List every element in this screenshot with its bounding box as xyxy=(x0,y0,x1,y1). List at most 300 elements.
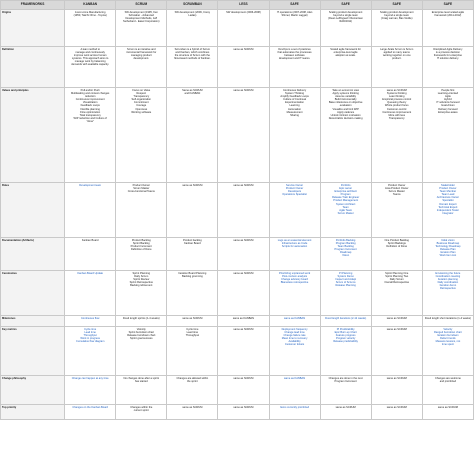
table-cell[interactable] xyxy=(269,316,320,327)
cell-text-line: Prioritizing unplanned work xyxy=(278,272,311,275)
cell-text-line: Development team xyxy=(79,184,102,187)
cell-text-line: Measurement xyxy=(286,110,303,114)
table-cell[interactable] xyxy=(371,405,422,420)
cell-text-line: Measure lessons, not xyxy=(435,340,461,344)
cell-text-line: Enterprise level scaled agile xyxy=(431,11,465,14)
cell-text-line: manage and continuously xyxy=(75,51,105,55)
cell-text-line: Kanban Board xyxy=(184,242,201,246)
table-cell[interactable] xyxy=(422,405,473,420)
table-cell[interactable] xyxy=(65,47,116,88)
table-cell[interactable] xyxy=(371,88,422,183)
cell-text-line: between software xyxy=(284,54,305,58)
cell-text-line: Fixed length short iterations (1-4 weeks) xyxy=(424,317,471,320)
table-cell[interactable] xyxy=(218,327,269,376)
column-header[interactable]: SAFE xyxy=(320,1,371,10)
table-cell[interactable] xyxy=(65,271,116,316)
cell-text-line: improve work across human xyxy=(73,54,107,58)
table-cell[interactable] xyxy=(371,183,422,238)
table-cell[interactable] xyxy=(167,405,218,420)
cell-text-line: Lean thinking xyxy=(389,95,405,99)
cell-text-line: Envisioning the future xyxy=(435,272,461,275)
cell-text-line: Hybrid xyxy=(444,98,452,102)
cell-text-line: IT operations (2007-2008, Alan xyxy=(276,11,313,14)
row-header[interactable]: Milestones xyxy=(1,316,65,327)
cell-text-line: Definition of Done xyxy=(130,248,152,252)
cell-text-line: working together on one xyxy=(382,54,411,58)
cell-text-line: PI Predictability xyxy=(336,328,355,331)
cell-text-line: Items currently prioritized xyxy=(280,406,310,409)
table-cell[interactable] xyxy=(371,10,422,47)
cell-text-line: Continuous flow xyxy=(80,317,100,320)
cell-text-line: Sutherland - Easel Corporation) xyxy=(123,20,160,24)
table-cell[interactable] xyxy=(269,405,320,420)
cell-text-line: same as SCRUM xyxy=(233,328,254,331)
cell-text-line: Queueing theory xyxy=(387,101,407,105)
table-cell[interactable] xyxy=(116,183,167,238)
table-cell[interactable] xyxy=(269,238,320,271)
cell-text-line: "done" xyxy=(86,119,94,123)
table-cell[interactable] xyxy=(320,316,371,327)
cell-text-line: manage work by balancing xyxy=(74,60,106,64)
cell-text-line: Sprint Review xyxy=(133,278,150,282)
cell-text-line: Sprint Planning Two xyxy=(385,275,409,279)
table-cell[interactable] xyxy=(218,271,269,316)
table-cell[interactable] xyxy=(320,376,371,405)
cell-text-line: Commitment xyxy=(133,101,149,105)
cell-text-line: Infrastructure as Code xyxy=(281,242,308,246)
table-cell[interactable] xyxy=(167,47,218,88)
cell-text-line: demands with available capacity. xyxy=(71,63,110,67)
table-cell[interactable] xyxy=(422,271,473,316)
table-cell[interactable] xyxy=(371,271,422,316)
cell-text-line: Daily Scrum xyxy=(134,275,149,279)
table-cell[interactable] xyxy=(218,238,269,271)
cell-text-line: Self-organization xyxy=(131,98,151,102)
cell-text-line: evaluation xyxy=(339,104,352,108)
table-cell[interactable] xyxy=(218,405,269,420)
cell-text-line: Enterprise aware xyxy=(438,110,458,114)
table-cell[interactable] xyxy=(218,316,269,327)
cell-text-line: Change lead time xyxy=(284,331,305,335)
cell-text-line: Portfolio Backlog xyxy=(335,239,356,242)
cell-text-line: Ranged burndown chart xyxy=(434,331,462,335)
table-cell[interactable] xyxy=(320,183,371,238)
cell-text-line: (Dean Leffingwell / Reinertsen xyxy=(328,17,363,21)
cell-text-line: Visualization xyxy=(82,101,98,105)
cell-text-line: One Product Backlog xyxy=(384,239,409,242)
cell-text-line: Sprint burndown chart xyxy=(128,331,154,335)
cell-text-line: the sprint xyxy=(187,380,198,384)
cell-text-line: Agile Team xyxy=(339,208,353,212)
cell-text-line: same as SCRUM xyxy=(386,89,407,92)
cell-text-line: Release predictability xyxy=(333,340,358,344)
cell-text-line: same as SCRUM xyxy=(437,406,458,409)
cell-text-line: adoption at scale. xyxy=(335,54,356,58)
cell-text-line: Iteration demo xyxy=(439,284,457,288)
cell-text-line: Pull and/or Push xyxy=(80,89,100,92)
table-cell[interactable] xyxy=(167,271,218,316)
table-cell[interactable] xyxy=(422,327,473,376)
cell-text-line: Scrum of Scrums xyxy=(335,281,356,285)
cell-text-line: Fixed length iterations (2-12 weeks) xyxy=(325,317,367,320)
cell-text-line: IT solution delivery. xyxy=(436,57,459,61)
cell-text-line: that automates the processes xyxy=(277,51,312,55)
header-row xyxy=(1,1,474,10)
cell-text-line: Automation xyxy=(287,107,302,111)
table-cell[interactable] xyxy=(218,47,269,88)
table-cell[interactable] xyxy=(167,183,218,238)
table-cell[interactable] xyxy=(320,405,371,420)
cell-text-line: Velocity xyxy=(443,328,453,331)
cell-text-line: same as SCRUM xyxy=(386,377,407,380)
cell-text-line: Culture of Continual xyxy=(283,98,307,102)
cell-text-line: Velocity xyxy=(136,328,146,331)
table-cell[interactable] xyxy=(116,327,167,376)
table-row xyxy=(1,316,474,327)
cell-text-line: Product Increment xyxy=(130,245,152,249)
cell-text-line: Sprint goal success xyxy=(130,337,153,341)
table-cell[interactable] xyxy=(371,316,422,327)
cell-text-line: Customer tickets xyxy=(284,343,305,347)
table-row xyxy=(1,88,474,183)
cell-text-line: applied to many teams xyxy=(383,51,410,55)
cell-text-line: same as SCRUM xyxy=(233,272,254,275)
column-header[interactable]: SCRUM xyxy=(116,1,167,10)
table-row xyxy=(1,10,474,47)
cell-text-line: SW development (1995, Ken xyxy=(124,11,158,14)
cell-text-line: Release Planning xyxy=(335,284,356,288)
cell-text-line: reduction xyxy=(84,95,96,99)
cell-text-line: Domain Expert xyxy=(439,202,457,206)
column-header[interactable]: SAFE xyxy=(371,1,422,10)
cell-text-line: Change failure rate xyxy=(283,334,306,338)
cell-text-line: framework (2011-2012) xyxy=(434,14,462,18)
cell-text-line: Availability xyxy=(288,340,301,344)
table-cell[interactable] xyxy=(65,238,116,271)
cell-text-line: Portfolio xyxy=(340,184,351,187)
cell-text-line: Scrum Master xyxy=(133,187,150,191)
cell-text-line: Continuous improvement xyxy=(382,110,412,114)
table-cell[interactable] xyxy=(116,271,167,316)
table-cell[interactable] xyxy=(269,183,320,238)
table-cell[interactable] xyxy=(65,10,116,47)
cell-text-line: Scrum Master xyxy=(388,190,405,194)
cell-text-line: Large-Scale Scrum is Scrum xyxy=(380,48,414,51)
cell-text-line: Continuous Delivery xyxy=(282,89,307,92)
cell-text-line: Release Plan xyxy=(440,248,456,252)
cell-text-line: Product backlog xyxy=(183,239,202,242)
cell-text-line: Development Methods, Jeff xyxy=(125,17,158,21)
table-cell[interactable] xyxy=(167,316,218,327)
row-header[interactable]: Values and principles xyxy=(1,88,65,183)
cell-text-line: Feature progress xyxy=(335,334,356,338)
cell-text-line: Iteration Plan xyxy=(440,251,456,255)
table-cell[interactable] xyxy=(218,88,269,183)
cell-text-line: beyond a single team xyxy=(333,14,358,18)
cell-text-line: Iteration Board Planning xyxy=(178,272,207,275)
table-cell[interactable] xyxy=(422,88,473,183)
table-cell[interactable] xyxy=(320,10,371,47)
cell-text-line: A lean method to xyxy=(80,48,100,51)
row-header[interactable]: Top priority xyxy=(1,405,65,420)
table-cell[interactable] xyxy=(218,183,269,238)
table-cell[interactable] xyxy=(116,405,167,420)
table-cell[interactable] xyxy=(218,376,269,405)
table-cell[interactable] xyxy=(422,10,473,47)
cell-text-line: Respect xyxy=(136,92,147,96)
cell-text-line: Independent Tester xyxy=(436,208,459,212)
cell-text-line: Continuous improvement xyxy=(75,98,105,102)
table-cell[interactable] xyxy=(65,88,116,183)
cell-text-line: DevOps is a set of practices xyxy=(278,48,311,51)
cell-text-line: Ladas) xyxy=(188,14,197,18)
cell-text-line: Experimentation xyxy=(285,101,304,105)
cell-text-line: Throughput xyxy=(83,334,97,338)
cell-text-line: Team Lead xyxy=(441,193,455,197)
cell-text-line: Decentralize decision-making xyxy=(328,116,363,120)
cell-text-line: time spent xyxy=(441,343,454,347)
cell-text-line: Initial vision xyxy=(441,239,455,242)
cell-text-line: Scrum Master xyxy=(337,211,354,215)
row-header[interactable]: Definition xyxy=(1,47,65,88)
table-cell[interactable] xyxy=(116,376,167,405)
cell-text-line: Cumulative flow diagram xyxy=(75,340,105,344)
table-cell[interactable] xyxy=(320,88,371,183)
cell-text-line: IFAD/2011) xyxy=(339,20,353,24)
cell-text-line: same as SCRUM xyxy=(335,406,356,409)
cell-text-line: Goal-driven xyxy=(441,104,455,108)
table-cell[interactable] xyxy=(167,376,218,405)
table-row xyxy=(1,327,474,376)
cell-text-line: Program Increment xyxy=(334,380,357,384)
table-cell[interactable] xyxy=(422,316,473,327)
cell-text-line: Cycle time xyxy=(186,328,199,331)
cell-text-line: Daily coordination xyxy=(437,281,459,285)
cell-text-line: Build incrementally xyxy=(334,98,357,102)
table-cell[interactable] xyxy=(371,327,422,376)
cell-text-line: development and IT teams. xyxy=(278,57,311,61)
table-row xyxy=(1,47,474,88)
cell-text-line: Sharing xyxy=(290,113,300,117)
cell-text-line: Base milestones on objective xyxy=(328,101,363,105)
cell-text-line: Product Owner xyxy=(388,184,406,187)
cell-text-line: Agile xyxy=(445,95,451,99)
cell-text-line: Kanban Board xyxy=(81,239,99,242)
cell-text-line: Program xyxy=(340,193,351,197)
cell-text-line: managing product xyxy=(130,54,152,58)
cell-text-line: Change can happen at any time xyxy=(71,377,109,380)
column-header[interactable]: FRAMEWORKS xyxy=(1,1,65,10)
cell-text-line: same as KANBAN xyxy=(283,377,306,380)
table-cell[interactable] xyxy=(116,10,167,47)
table-cell[interactable] xyxy=(422,47,473,88)
cell-text-line: Iteration burndown xyxy=(437,334,459,338)
table-cell[interactable] xyxy=(320,271,371,316)
row-header[interactable]: Change philosophy xyxy=(1,376,65,405)
row-header[interactable]: Documentation (Artifacts) xyxy=(1,238,65,271)
cell-text-line: Sprint Planning xyxy=(132,272,151,275)
cell-text-line: Sprint Backlog xyxy=(132,242,150,246)
cell-text-line: Coordination meeting xyxy=(435,275,461,279)
cell-text-line: SW development (2009, Corey xyxy=(174,11,211,14)
cell-text-line: Changes on the Kanban Board xyxy=(72,406,108,409)
table-cell[interactable] xyxy=(422,238,473,271)
column-header[interactable]: SCRUMBAN xyxy=(167,1,218,10)
table-cell[interactable] xyxy=(167,327,218,376)
table-cell[interactable] xyxy=(269,88,320,183)
cell-text-line: Roadmap xyxy=(340,251,352,255)
cell-text-line: same as SCRUM xyxy=(233,48,254,51)
cell-text-line: Kanban Board Update xyxy=(77,272,103,275)
row-header[interactable]: Ceremonies xyxy=(1,271,65,316)
cell-text-line: WIP reduction and Culture of xyxy=(73,116,107,120)
cell-text-line: Flexible planning xyxy=(80,107,100,111)
cell-text-line: Integrator xyxy=(442,211,454,215)
table-cell[interactable] xyxy=(65,376,116,405)
table-cell[interactable] xyxy=(269,47,320,88)
cell-text-line: Iteration planning xyxy=(437,278,458,282)
cell-text-line: Delivery focused xyxy=(438,107,458,111)
cell-text-line: System Demo xyxy=(337,275,354,279)
cell-text-line: PI Planning xyxy=(339,272,353,275)
cell-text-line: same as SCRUM xyxy=(182,184,203,187)
cell-text-line: same as SCRUM xyxy=(233,89,254,92)
cell-text-line: Transparency xyxy=(133,95,150,99)
cell-text-line: and Kanban, which combines xyxy=(175,51,210,55)
cell-text-line: Learning-oriented xyxy=(437,92,459,96)
cell-text-line: same as SCRUM xyxy=(182,317,203,320)
cell-text-line: Same as SCRUM xyxy=(182,89,203,92)
table-cell[interactable] xyxy=(269,327,320,376)
cell-text-line: Business Roadmap xyxy=(436,242,460,246)
cell-text-line: Product Owner xyxy=(132,184,150,187)
cell-text-line: Defect trends xyxy=(440,337,456,341)
cell-text-line: framework for enterprise xyxy=(433,54,462,58)
cell-text-line: Product Backlog xyxy=(131,239,151,242)
cell-text-line: same as SCRUM xyxy=(233,239,254,242)
cell-text-line: Program velocity xyxy=(335,337,356,341)
cell-text-line: Disciplined Agile Delivery xyxy=(433,48,463,51)
cell-text-line: Unlock intrinsic motivation xyxy=(330,113,361,117)
cell-text-line: Post-mortem analysis xyxy=(282,275,308,279)
cell-text-line: and prioritized xyxy=(439,380,457,384)
cell-text-line: Scaled agile framework for xyxy=(330,48,361,51)
cell-text-line: incremental framework for xyxy=(126,51,157,55)
cell-text-line: Amplify Feedback Loops xyxy=(280,95,309,99)
cell-text-line: has started xyxy=(134,380,148,384)
table-cell[interactable] xyxy=(65,327,116,376)
cell-text-line: Learning xyxy=(289,104,300,108)
cell-text-line: Systems thinking xyxy=(386,92,407,96)
table-cell[interactable] xyxy=(371,376,422,405)
cell-text-line: Blameless retrospective xyxy=(280,281,309,285)
cell-text-line: Apply cadence xyxy=(337,110,355,114)
cell-text-line: same as SCRUM xyxy=(233,184,254,187)
table-cell[interactable] xyxy=(116,88,167,183)
cell-text-line: Backlog refinement xyxy=(130,284,153,288)
cell-text-line: Sprint Planning One xyxy=(385,272,409,275)
cell-text-line: Scaling product development xyxy=(328,11,363,14)
cell-text-line: Definition of Done xyxy=(386,245,408,249)
cell-text-line: enterprise-level agile xyxy=(333,51,358,55)
cell-text-line: same as SCRUM xyxy=(233,406,254,409)
column-header[interactable]: KANBAN xyxy=(65,1,116,10)
column-header[interactable]: LESS xyxy=(218,1,269,10)
cell-text-line: Team Backlog xyxy=(337,245,354,249)
cell-text-line: Developers xyxy=(287,190,302,194)
cell-text-line: and KANBAN xyxy=(184,92,201,96)
row-header[interactable]: Key metrics xyxy=(1,327,65,376)
cell-text-line: Sprint Backlogs xyxy=(387,242,406,246)
cell-text-line: Epic owner xyxy=(339,187,353,191)
table-cell[interactable] xyxy=(167,88,218,183)
table-row xyxy=(1,183,474,238)
table-row xyxy=(1,405,474,420)
cell-text-line: Scrumban is a hybrid of Scrum xyxy=(174,48,211,51)
cell-text-line: Cycle time xyxy=(84,328,97,331)
table-cell[interactable] xyxy=(269,271,320,316)
table-cell[interactable] xyxy=(320,327,371,376)
table-cell[interactable] xyxy=(422,376,473,405)
table-cell[interactable] xyxy=(269,10,320,47)
cell-text-line: Whole product focus xyxy=(384,104,409,108)
cell-text-line: development. xyxy=(133,57,150,61)
column-header[interactable]: SAFE xyxy=(422,1,473,10)
table-row xyxy=(1,271,474,316)
column-header[interactable]: SAFE xyxy=(269,1,320,10)
cell-text-line: No changes done after a sprint xyxy=(123,377,159,380)
cell-text-line: Working software xyxy=(131,110,152,114)
cell-text-line: Change advisory board xyxy=(281,278,308,282)
cell-text-line: Just-in-time Manufacturing xyxy=(74,11,106,14)
cell-text-line: Throughput xyxy=(185,334,199,338)
row-header[interactable]: Origins xyxy=(1,10,65,47)
cell-text-line: Product Owner xyxy=(439,187,457,191)
cell-text-line: Lead time xyxy=(186,331,199,335)
table-cell[interactable] xyxy=(65,316,116,327)
cell-text-line: Work Item List xyxy=(439,254,457,258)
table-row xyxy=(1,238,474,271)
cell-text-line: Product Management xyxy=(333,199,359,203)
table-cell[interactable] xyxy=(116,316,167,327)
table-row xyxy=(1,376,474,405)
cell-text-line: Flow optimization xyxy=(80,110,101,114)
table-cell[interactable] xyxy=(116,47,167,88)
table-cell[interactable] xyxy=(320,47,371,88)
table-cell[interactable] xyxy=(422,183,473,238)
cell-text-line: Logs as an essential element xyxy=(277,239,312,242)
cell-text-line: IT solutions focused xyxy=(436,101,460,105)
table-body xyxy=(1,10,474,420)
cell-text-line: the structure of Scrum with the xyxy=(174,54,210,58)
table-cell[interactable] xyxy=(65,405,116,420)
cell-text-line: same as SCRUM xyxy=(182,406,203,409)
table-cell[interactable] xyxy=(65,183,116,238)
table-cell[interactable] xyxy=(167,238,218,271)
row-header[interactable]: Roles xyxy=(1,183,65,238)
cell-text-line: Multitasking and context changes xyxy=(70,92,110,96)
table-cell[interactable] xyxy=(167,10,218,47)
table-cell[interactable] xyxy=(371,238,422,271)
table-cell[interactable] xyxy=(269,376,320,405)
cell-text-line: same as KANBAN xyxy=(283,317,306,320)
table-cell[interactable] xyxy=(320,238,371,271)
table-cell[interactable] xyxy=(371,47,422,88)
cell-text-line: Operations Specialist xyxy=(282,193,307,197)
table-cell[interactable] xyxy=(116,238,167,271)
table-cell[interactable] xyxy=(218,10,269,47)
cell-text-line: Schwaber - Advanced xyxy=(128,14,154,18)
